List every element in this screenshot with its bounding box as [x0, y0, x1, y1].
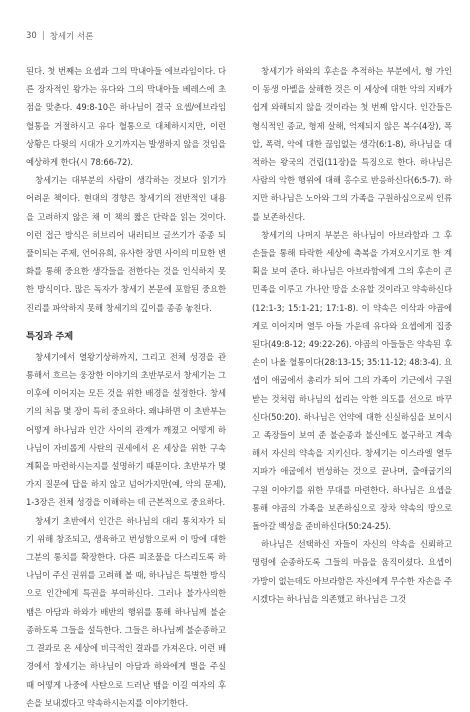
left-paragraph-1: 된다. 첫 번째는 요셉과 그의 막내아들 에브라임이다. 다른 장자적인 왕가는 유다와 그의 막내아들 베레스에 초점을 맞춘다. 49:8-10은 하나님이 결국 요셉/에브라임 혈통을 거절하시고 유다 혈통으로 대체하시지만, 이런 상황은 다윗의 시대가 오기까지는 발생하지 않을 것임을 예상하게 한다(시 78:66-72). — [26, 66, 226, 168]
page-number: 30 — [26, 31, 37, 41]
left-paragraph-4: 창세기 초반에서 인간은 하나님의 대리 통치자가 되기 위해 창조되고, 생육하고 번성함으로써 이 땅에 대한 그분의 통치를 확장한다. 다른 피조물을 다스리도록 하나님이 주신 권위를 고려해 볼 때, 하나님은 특별한 방식으로 인간에게 특권을 부여하신다. 그러나 불가사의한 뱀은 아담과 하와가 배반의 행위를 통해 하나님께 불순종하도록 그들을 설득한다. 그들은 하나님께 불순종하고 그 결과로 온 세상에 비극적인 결과를 가져온다. 이런 배경에서 창세기는 하나님이 아담과 하와에게 벌을 주실 때 어떻게 나중에 사탄으로 드러난 뱀을 이길 여자의 후손을 보내겠다고 약속하시는지를 이야기한다. — [26, 515, 226, 708]
left-paragraph-2: 창세기는 대부분의 사람이 생각하는 것보다 읽기가 어려운 책이다. 현대의 경향은 창세기의 전반적인 내용을 고려하지 않은 채 이 책의 짧은 단락을 읽는 것이다. 이런 접근 방식은 히브리어 내러티브 글쓰기가 종종 되풀이되는 주제, 언어유희, 유사한 장면 사이의 미묘한 변화를 통해 중요한 생각들을 전한다는 것을 인식하지 못한 방식이다. 많은 독자가 창세기 본문에 포함된 중요한 진리를 파악하지 못해 창세기의 깊이를 종종 놓친다. — [26, 175, 226, 313]
section-heading: 특징과 주제 — [26, 330, 73, 342]
running-header — [26, 30, 93, 42]
book-title: 창세기 서론 — [49, 32, 94, 42]
right-paragraph-3: 하나님은 선택하신 자들이 자신의 약속을 신뢰하고 명령에 순종하도록 그들의 마음을 움직이셨다. 요셉이 가방이 없는데도 아브라함은 자신에게 무수한 자손을 주시겠다는 하나님을 의존했고 하나님은 그것 — [252, 539, 452, 604]
right-paragraph-2: 창세기의 나머지 부분은 하나님이 아브라함과 그 후손들을 통해 타락한 세상에 축복을 가져오시기로 한 계획을 보여 준다. 하나님은 아브라함에게 그의 후손이 큰 민족을 이루고 가나안 땅을 소유할 것이라고 약속하신다(12:1-3; 15:1-21; 17:1-8). 이 약속은 이삭과 야곱에게로 이어지며 열두 아들 가운데 유다와 요셉에게 집중된다(49:8-12; 49:22-26). 야곱의 아들들은 약속된 후손이 나올 혈통이다(28:13-15; 35:11-12; 48:3-4). 요셉이 애굽에서 총리가 되어 그의 가족이 기근에서 구원받는 것처럼 하나님의 섭리는 악한 의도를 선으로 바꾸신다(50:20). 하나님은 언약에 대한 신실하심을 보이시고 족장들이 보여 준 불순종과 불신에도 불구하고 계속해서 자신의 약속을 지키신다. 창세기는 이스라엘 열두 지파가 애굽에서 번성하는 것으로 끝나며, 출애굽기의 구원 이야기를 위한 무대를 마련한다. 하나님은 요셉을 통해 야곱의 가족을 보존하심으로 장차 약속의 땅으로 돌아갈 백성을 준비하신다(50:24-25). — [252, 229, 452, 532]
right-paragraph-1: 창세기가 하와의 후손을 추적하는 부분에서, 형 가인이 동생 아벨을 살해한 것은 이 세상에 대한 악의 지배가 쉽게 와해되지 않을 것이라는 첫 번째 암시다. 인간들은 형식적인 종교, 형제 살해, 억제되지 않은 복수(4장), 폭압, 폭력, 악에 대한 끊임없는 생각(6:1-8), 하나님을 대적하는 왕국의 건립(11장)을 특징으로 한다. 하나님은 사람의 악한 행위에 대해 홍수로 반응하신다(6:5-7). 하지만 하나님은 노아와 그의 가족을 구원하심으로써 인류를 보존하신다. — [252, 66, 452, 222]
right-column — [252, 62, 452, 608]
header-divider: | — [41, 31, 45, 41]
left-column — [26, 62, 226, 712]
left-paragraph-3: 창세기에서 열왕기상하까지, 그리고 전체 성경을 관통해서 흐르는 웅장한 이야기의 초반부로서 창세기는 그 이후에 이어지는 모든 것을 위한 배경을 설정한다. 창세기의 처음 몇 장이 특히 중요하다. 왜냐하면 이 초반부는 어떻게 하나님과 인간 사이의 관계가 깨졌고 어떻게 하나님이 자비롭게 사탄의 권세에서 온 세상을 위한 구속 계획을 마련하시는지를 설명하기 때문이다. 초반부가 몇 가지 질문에 답을 하지 않고 넘어가지만(예, 악의 문제), 1-3장은 전체 성경을 이해하는 데 근본적으로 중요하다. — [26, 351, 226, 508]
